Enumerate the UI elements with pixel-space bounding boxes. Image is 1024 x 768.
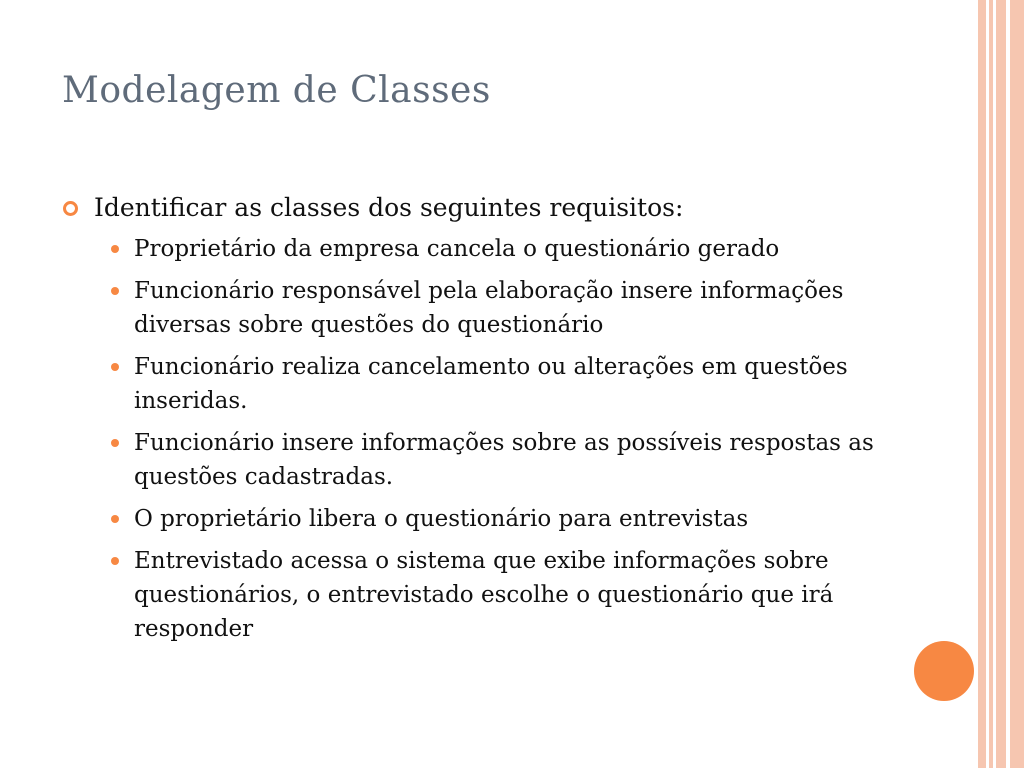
decorative-stripe (1010, 0, 1024, 768)
list-item-text: Funcionário responsável pela elaboração insere informações diversas sobre questões do questionário (134, 278, 844, 338)
slide-content (62, 190, 882, 654)
main-point (62, 190, 882, 226)
dot-bullet-icon (111, 557, 119, 565)
list-item (104, 502, 882, 536)
list-item-text: Funcionário insere informações sobre as possíveis respostas as questões cadastradas. (134, 430, 874, 490)
dot-bullet-icon (111, 287, 119, 295)
list-item (104, 350, 882, 418)
list-item (104, 274, 882, 342)
decorative-stripe (978, 0, 986, 768)
dot-bullet-icon (111, 245, 119, 253)
dot-bullet-icon (111, 515, 119, 523)
list-item-text: Entrevistado acessa o sistema que exibe informações sobre questionários, o entrevistado escolhe o questionário que irá responder (134, 548, 834, 642)
decorative-stripe (996, 0, 1006, 768)
slide-title: Modelagem de Classes (62, 70, 491, 111)
dot-bullet-icon (111, 363, 119, 371)
list-item-text: Funcionário realiza cancelamento ou alterações em questões inseridas. (134, 354, 848, 414)
list-item-text: O proprietário libera o questionário para entrevistas (134, 506, 749, 532)
list-item (104, 544, 882, 646)
list-item-text: Proprietário da empresa cancela o questionário gerado (134, 236, 780, 262)
list-item (104, 426, 882, 494)
decorative-circle (914, 641, 974, 701)
list-item (104, 232, 882, 266)
dot-bullet-icon (111, 439, 119, 447)
ring-bullet-icon (63, 201, 78, 216)
main-point-text: Identificar as classes dos seguintes requisitos: (94, 193, 684, 222)
requirements-list (62, 232, 882, 646)
decorative-stripe (989, 0, 993, 768)
